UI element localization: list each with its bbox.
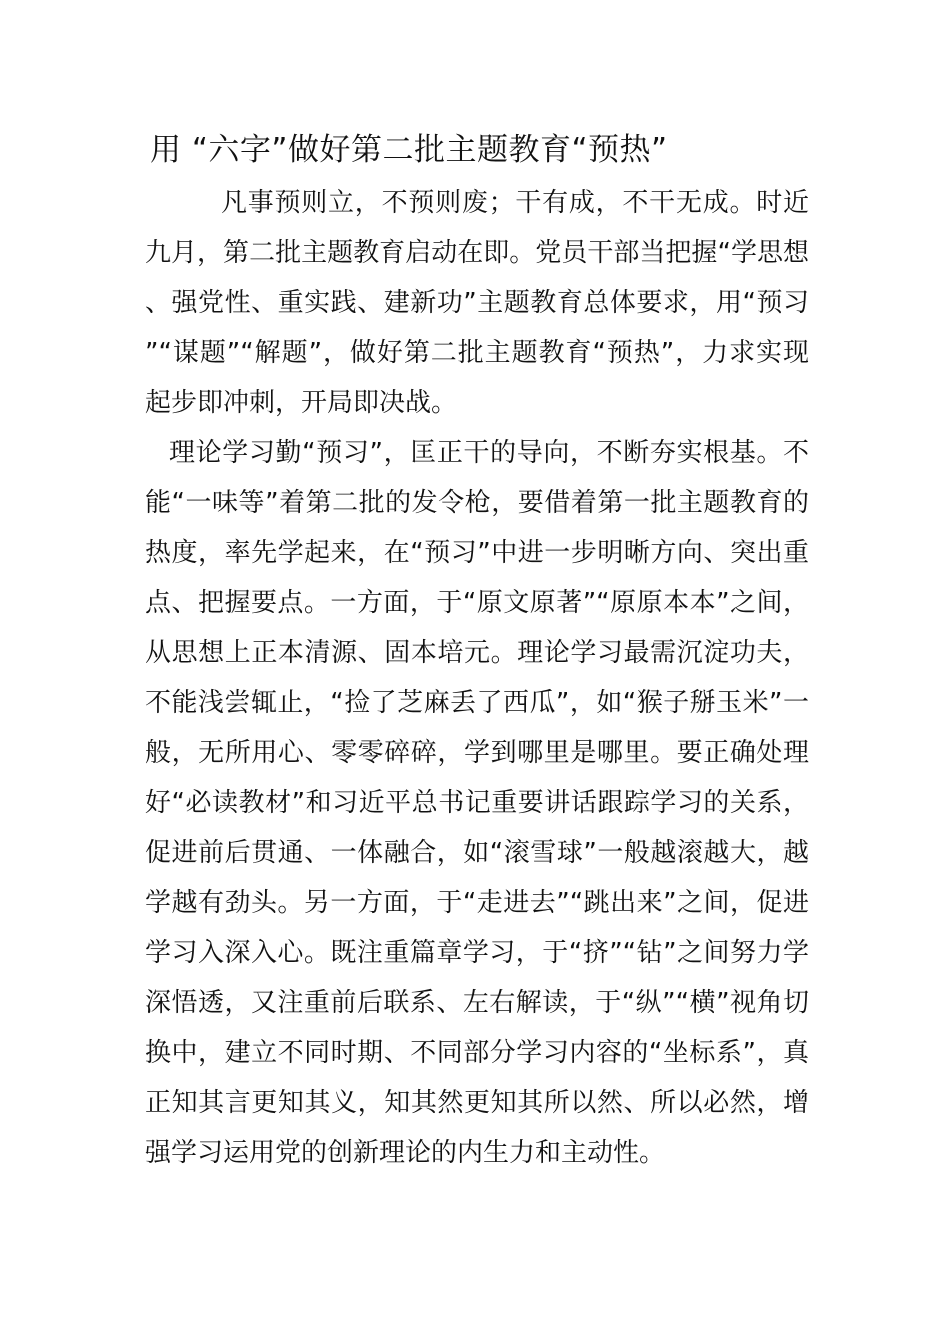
- document-title: 用 “六字”做好第二批主题教育“预热”: [150, 132, 668, 168]
- paragraph-theory-study: 理论学习勤“预习”，匡正干的导向，不断夯实根基。不能“一味等”着第二批的发令枪，要借着第一批主题教育的热度，率先学起来，在“预习”中进一步明晰方向、突出重点、把握要点。一方面，于“原文原著”“原原本本”之间，从思想上正本清源、固本培元。理论学习最需沉淀功夫，不能浅尝辄止，“捡了芝麻丢了西瓜”，如“猴子掰玉米”一般，无所用心、零零碎碎，学到哪里是哪里。要正确处理好“必读教材”和习近平总书记重要讲话跟踪学习的关系，促进前后贯通、一体融合，如“滚雪球”一般越滚越大，越学越有劲头。另一方面，于“走进去”“跳出来”之间，促进学习入深入心。既注重篇章学习，于“挤”“钻”之间努力学深悟透，又注重前后联系、左右解读，于“纵”“横”视角切换中，建立不同时期、不同部分学习内容的“坐标系”，真正知其言更知其义，知其然更知其所以然、所以必然，增强学习运用党的创新理论的内生力和主动性。: [145, 438, 809, 1168]
- paragraph-intro: 凡事预则立，不预则废；干有成，不干无成。时近九月，第二批主题教育启动在即。党员干部当把握“学思想、强党性、重实践、建新功”主题教育总体要求，用“预习”“谋题”“解题”，做好第二批主题教育“预热”，力求实现起步即冲刺，开局即决战。: [145, 188, 809, 418]
